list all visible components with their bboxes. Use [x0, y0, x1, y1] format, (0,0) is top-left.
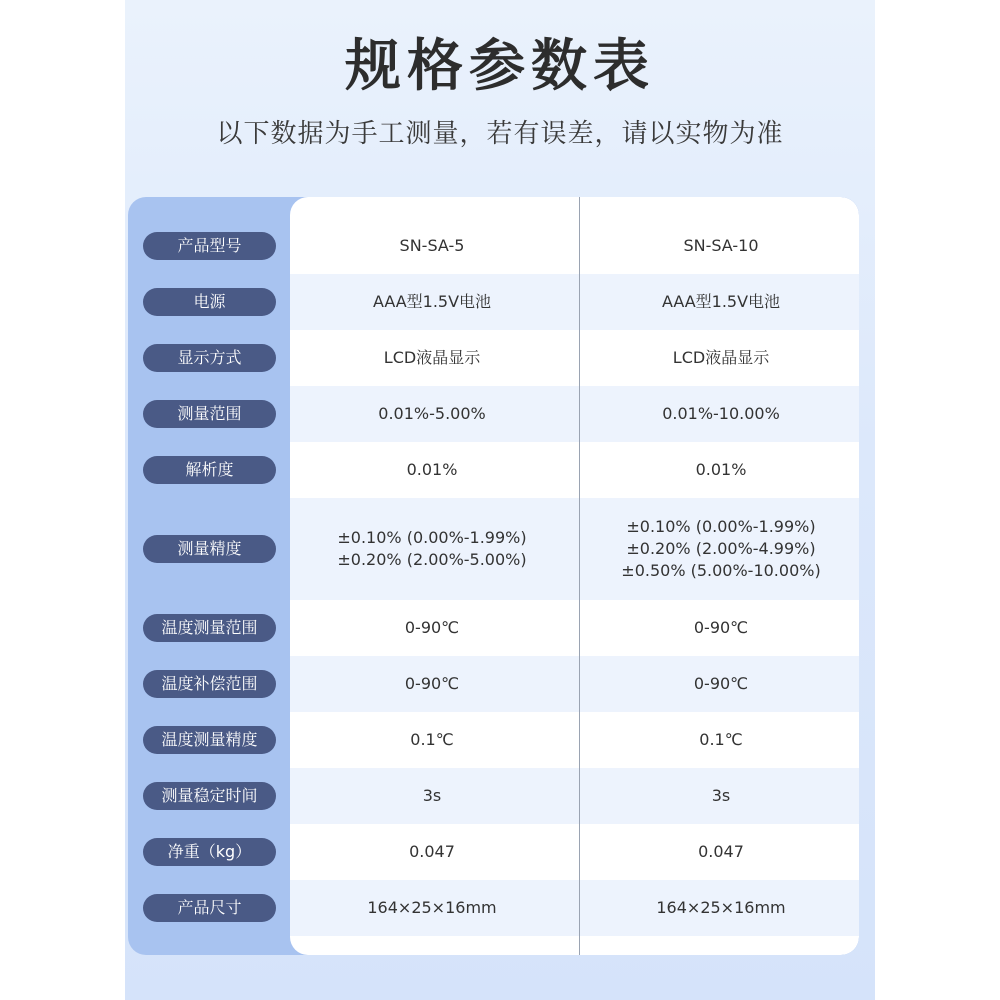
value-sn-sa-5 [290, 291, 574, 313]
value-sn-sa-10 [579, 347, 859, 369]
value-line: 0-90℃ [693, 674, 749, 693]
row-label: 产品型号 [143, 232, 276, 260]
table-row [128, 600, 859, 656]
spec-sheet [125, 0, 875, 1000]
value-sn-sa-10 [579, 291, 859, 313]
table-row [128, 218, 859, 274]
value-sn-sa-5 [290, 347, 574, 369]
table-row [128, 824, 859, 880]
value-sn-sa-5 [290, 841, 574, 863]
table-row [128, 656, 859, 712]
table-row [128, 386, 859, 442]
value-line: LCD液晶显示 [383, 348, 481, 367]
value-line: ±0.10% (0.00%-1.99%) [626, 517, 816, 536]
value-line: 0.01% [695, 460, 747, 479]
row-label: 净重（kg） [143, 838, 276, 866]
value-line: 0.1℃ [410, 730, 454, 749]
value-sn-sa-10 [579, 516, 859, 582]
table-row [128, 498, 859, 600]
value-line: 0.047 [409, 842, 455, 861]
value-line: ±0.20% (2.00%-4.99%) [626, 539, 816, 558]
value-line: 0-90℃ [693, 618, 749, 637]
row-label: 测量精度 [143, 535, 276, 563]
spec-table [128, 197, 859, 955]
table-row [128, 768, 859, 824]
row-label: 温度测量精度 [143, 726, 276, 754]
value-line: 0-90℃ [404, 674, 460, 693]
value-sn-sa-5 [290, 897, 574, 919]
value-line: 164×25×16mm [367, 898, 497, 917]
value-line: 0.01% [406, 460, 458, 479]
row-label: 温度补偿范围 [143, 670, 276, 698]
value-sn-sa-5 [290, 729, 574, 751]
page-subtitle: 以下数据为手工测量，若有误差，请以实物为准 [216, 119, 784, 149]
value-sn-sa-10 [579, 403, 859, 425]
value-line: ±0.20% (2.00%-5.00%) [337, 550, 527, 569]
value-sn-sa-10 [579, 459, 859, 481]
value-sn-sa-10 [579, 729, 859, 751]
value-line: 0-90℃ [404, 618, 460, 637]
value-sn-sa-10 [579, 841, 859, 863]
value-line: ±0.50% (5.00%-10.00%) [621, 561, 821, 580]
value-sn-sa-5 [290, 403, 574, 425]
value-sn-sa-5 [290, 617, 574, 639]
row-label: 测量范围 [143, 400, 276, 428]
row-label: 解析度 [143, 456, 276, 484]
value-line: LCD液晶显示 [672, 348, 770, 367]
page-title: 规格参数表 [345, 34, 655, 99]
value-line: 0.1℃ [699, 730, 743, 749]
value-line: ±0.10% (0.00%-1.99%) [337, 528, 527, 547]
value-sn-sa-5 [290, 527, 574, 571]
column-divider [579, 197, 580, 955]
value-line: AAA型1.5V电池 [372, 292, 492, 311]
value-sn-sa-10 [579, 785, 859, 807]
row-label: 显示方式 [143, 344, 276, 372]
value-sn-sa-10 [579, 617, 859, 639]
row-label: 产品尺寸 [143, 894, 276, 922]
value-sn-sa-10 [579, 235, 859, 257]
table-row [128, 330, 859, 386]
value-line: SN-SA-5 [399, 236, 465, 255]
value-line: SN-SA-10 [683, 236, 759, 255]
value-line: 3s [422, 786, 442, 805]
table-row [128, 712, 859, 768]
row-label: 电源 [143, 288, 276, 316]
value-sn-sa-5 [290, 673, 574, 695]
table-row [128, 880, 859, 936]
value-sn-sa-5 [290, 459, 574, 481]
row-label: 温度测量范围 [143, 614, 276, 642]
value-sn-sa-10 [579, 897, 859, 919]
row-label: 测量稳定时间 [143, 782, 276, 810]
table-row [128, 274, 859, 330]
value-line: 164×25×16mm [656, 898, 786, 917]
value-line: AAA型1.5V电池 [661, 292, 781, 311]
table-row [128, 442, 859, 498]
value-sn-sa-10 [579, 673, 859, 695]
value-line: 0.047 [698, 842, 744, 861]
value-line: 0.01%-10.00% [662, 404, 780, 423]
value-sn-sa-5 [290, 785, 574, 807]
value-line: 0.01%-5.00% [378, 404, 486, 423]
value-sn-sa-5 [290, 235, 574, 257]
value-line: 3s [711, 786, 731, 805]
